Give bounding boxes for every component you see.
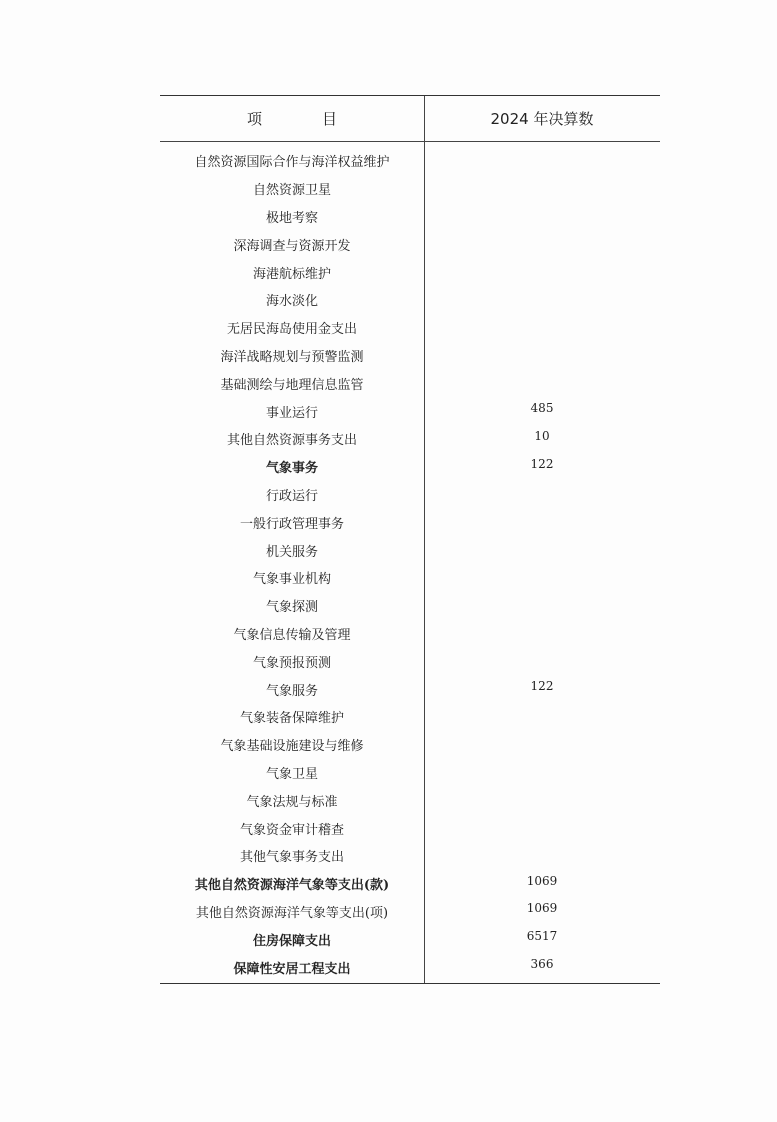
row-amount: 1069 <box>526 901 558 916</box>
table-row <box>160 230 660 258</box>
row-amount: 485 <box>530 401 554 416</box>
row-item-name: 海洋战略规划与预警监测 <box>220 349 364 365</box>
row-item-name: 气象信息传输及管理 <box>233 627 351 643</box>
table-row <box>160 592 660 620</box>
row-item-name: 其他自然资源海洋气象等支出(款) <box>194 878 390 894</box>
header-item-label-b: 目 <box>322 110 338 128</box>
row-amount: 366 <box>530 957 554 971</box>
table-row <box>160 175 660 203</box>
table-row <box>160 508 660 536</box>
table-row <box>160 703 660 731</box>
row-item-name: 气象装备保障维护 <box>239 711 344 727</box>
row-item-name: 海港航标维护 <box>252 266 331 282</box>
table-row <box>160 925 660 953</box>
table-row <box>160 647 660 675</box>
table-row <box>160 286 660 314</box>
row-item-name: 其他自然资源海洋气象等支出(项) <box>195 905 389 921</box>
row-item-name: 无居民海岛使用金支出 <box>226 322 357 338</box>
header-item-label-a: 项 <box>246 110 262 128</box>
row-item-name: 事业运行 <box>265 405 318 421</box>
row-item-name: 气象事务 <box>265 461 318 477</box>
table-row <box>160 620 660 648</box>
table-body <box>160 142 660 983</box>
table-row <box>160 425 660 453</box>
row-item-name: 基础测绘与地理信息监管 <box>220 377 364 393</box>
table-header <box>160 96 660 142</box>
row-item-name: 自然资源卫星 <box>252 183 331 199</box>
table-row <box>160 842 660 870</box>
table-row <box>160 759 660 787</box>
row-amount: 122 <box>530 679 554 694</box>
row-item-name: 气象事业机构 <box>252 572 331 588</box>
row-item-name: 一般行政管理事务 <box>239 516 344 532</box>
table-row <box>160 453 660 481</box>
budget-table <box>160 95 660 984</box>
table-row <box>160 342 660 370</box>
table-row <box>160 481 660 509</box>
row-item-name: 住房保障支出 <box>252 933 331 949</box>
row-item-name: 气象预报预测 <box>252 655 331 671</box>
header-item-column <box>160 108 424 129</box>
header-amount-column: 2024 年决算数 <box>490 110 594 128</box>
row-item-name: 自然资源国际合作与海洋权益维护 <box>194 155 390 171</box>
row-item-name: 其他自然资源事务支出 <box>226 433 357 449</box>
row-item-name: 气象服务 <box>265 683 318 699</box>
row-amount: 10 <box>534 428 550 443</box>
row-item-name: 气象基础设施建设与维修 <box>220 739 364 755</box>
row-item-name: 气象卫星 <box>265 766 318 782</box>
table-row <box>160 369 660 397</box>
table-row <box>160 870 660 898</box>
table-row <box>160 675 660 703</box>
table-row <box>160 786 660 814</box>
row-item-name: 海水淡化 <box>265 294 318 310</box>
row-item-name: 机关服务 <box>265 544 318 560</box>
table-row <box>160 898 660 926</box>
row-item-name: 保障性安居工程支出 <box>233 961 351 977</box>
row-amount: 122 <box>530 456 554 471</box>
row-amount: 6517 <box>526 929 558 944</box>
table-row <box>160 536 660 564</box>
table-row <box>160 147 660 175</box>
row-item-name: 其他气象事务支出 <box>239 850 344 866</box>
row-item-name: 深海调查与资源开发 <box>233 238 351 254</box>
table-row <box>160 564 660 592</box>
table-row <box>160 397 660 425</box>
row-item-name: 行政运行 <box>265 488 318 504</box>
table-row <box>160 731 660 759</box>
row-item-name: 极地考察 <box>265 210 318 226</box>
table-row <box>160 953 660 981</box>
table-row <box>160 814 660 842</box>
row-item-name: 气象资金审计稽查 <box>239 822 344 838</box>
table-row <box>160 203 660 231</box>
table-row <box>160 258 660 286</box>
row-item-name: 气象法规与标准 <box>246 794 338 810</box>
row-item-name: 气象探测 <box>265 600 318 616</box>
row-amount: 1069 <box>526 873 558 888</box>
table-row <box>160 314 660 342</box>
